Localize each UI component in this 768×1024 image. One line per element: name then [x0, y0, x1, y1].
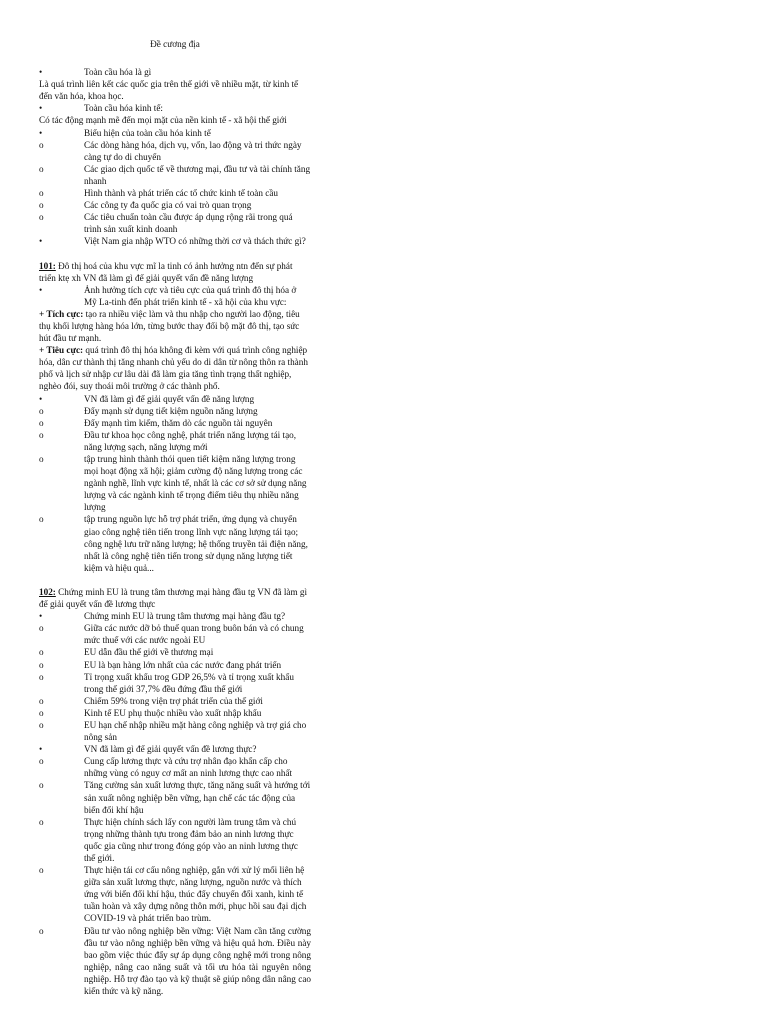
question-text: Chứng minh EU là trung tâm thương mại hàng đầu tg VN đã làm gì để giải quyết vấn đề lương thực	[39, 586, 308, 610]
bullet-icon: •	[39, 611, 43, 622]
paragraph: Là quá trình liên kết các quốc gia trên thế giới về nhiều mặt, từ kinh tế đến văn hóa, khoa học.	[39, 79, 299, 102]
intro-section	[39, 66, 311, 247]
bullet-icon: •	[39, 127, 43, 138]
item-text: Đẩy mạnh sử dụng tiết kiệm nguồn năng lượng	[84, 405, 258, 416]
item-text: Cung cấp lương thực và cứu trợ nhân đạo khẩn cấp cho những vùng có nguy cơ mất an ninh lương thực cao nhất	[84, 756, 293, 779]
item-text: VN đã làm gì để giải quyết vấn đề lương thực?	[84, 744, 257, 755]
item-text: Tỉ trọng xuất khẩu trog GDP 26,5% và tỉ trọng xuất khẩu trong thế giới 37,7% đều đứng đầu thế giới	[84, 671, 294, 694]
question-number: 101:	[39, 260, 56, 271]
sub-item	[39, 622, 311, 646]
sub-item	[39, 646, 311, 658]
item-text: Đẩy mạnh tìm kiếm, thăm dò các nguồn tài nguyên	[84, 417, 273, 428]
question-102-heading	[39, 586, 311, 610]
bullet-item	[39, 66, 311, 78]
sub-item	[39, 139, 311, 163]
sub-bullet-icon: o	[39, 816, 44, 827]
sub-bullet-icon: o	[39, 671, 44, 682]
sub-item	[39, 659, 311, 671]
sub-item	[39, 779, 311, 815]
item-text: Thực hiện tái cơ cấu nông nghiệp, gắn với xử lý mối liên hệ giữa sản xuất lương thực, năng lượng, nguồn nước và thích ứng với biến đổi khí hậu, thúc đẩy chuyển đổi xanh, kinh tế tuần hoàn và xây dựng nông thôn mới, phục hồi sau đại dịch COVID-19 và phát triển bao trùm.	[84, 865, 307, 924]
item-text: Chứng minh EU là trung tâm thương mại hàng đầu tg?	[84, 611, 286, 622]
sub-item	[39, 925, 311, 998]
item-text: EU là bạn hàng lớn nhất của các nước đang phát triển	[84, 659, 282, 670]
sub-bullet-icon: o	[39, 429, 44, 440]
bullet-icon: •	[39, 284, 43, 295]
sub-item	[39, 429, 311, 453]
sub-item	[39, 405, 311, 417]
sub-bullet-icon: o	[39, 139, 44, 150]
item-text: Các giao dịch quốc tế về thương mại, đầu tư và tài chính tăng nhanh	[84, 163, 311, 186]
paragraph-text: tạo ra nhiều việc làm và thu nhập cho người lao động, tiêu thụ khối lượng hàng hóa lớn, từng bước thay đổi bộ mặt đô thị, tạo sức hút đầu tư mạnh.	[39, 308, 300, 344]
bullet-item	[39, 284, 311, 308]
sub-item	[39, 707, 311, 719]
item-text: Thực hiện chính sách lấy con người làm trung tâm và chú trọng những thành tựu trong đảm bảo an ninh lương thực quốc gia cũng như trong đóng góp vào an ninh lương thực thế giới.	[84, 816, 298, 863]
sub-bullet-icon: o	[39, 212, 44, 223]
document-title: Đề cương địa	[150, 39, 200, 49]
paragraph-text: quá trình đô thị hóa không đi kèm với quá trình công nghiệp hóa, dân cư thành thị tăng nhanh chủ yếu do di dân từ nông thôn ra thành phố và lịch sử nhập cư lâu dài đã làm gia tăng tình trạng thất nghiệp, nghèo đói, suy thoái môi trường ở các thành phố.	[39, 345, 308, 392]
sub-bullet-icon: o	[39, 756, 44, 767]
sub-bullet-icon: o	[39, 719, 44, 730]
paragraph	[39, 344, 311, 392]
sub-bullet-icon: o	[39, 780, 44, 791]
sub-bullet-icon: o	[39, 865, 44, 876]
sub-bullet-icon: o	[39, 514, 44, 525]
document-page	[39, 38, 311, 997]
item-text: tập trung nguồn lực hỗ trợ phát triển, ứng dụng và chuyển giao công nghệ tiên tiến trong lĩnh vực năng lượng tái tạo; công nghệ lưu trữ năng lượng; hệ thống truyền tải điện năng, nhất là công nghệ tiên tiến trong sử dụng năng lượng tiết kiệm và hiệu quả...	[84, 514, 308, 573]
sub-bullet-icon: o	[39, 695, 44, 706]
bullet-item	[39, 102, 311, 114]
sub-item	[39, 864, 311, 924]
sub-bullet-icon: o	[39, 163, 44, 174]
item-text: Ảnh hưởng tích cực và tiêu cực của quá trình đô thị hóa ở Mỹ La-tinh đến phát triển kinh tế - xã hội của khu vực:	[84, 284, 297, 307]
bullet-icon: •	[39, 67, 43, 78]
sub-item	[39, 671, 311, 695]
bullet-icon: •	[39, 393, 43, 404]
sub-bullet-icon: o	[39, 417, 44, 428]
sub-item	[39, 417, 311, 429]
item-text: Việt Nam gia nhập WTO có những thời cơ và thách thức gì?	[84, 236, 306, 247]
item-text: EU hạn chế nhập nhiều mặt hàng công nghiệp và trợ giá cho nông sản	[84, 719, 307, 743]
item-text: Đầu tư khoa học công nghệ, phát triển năng lượng tái tạo, năng lượng sạch, năng lượng mới	[84, 429, 297, 452]
question-101-heading	[39, 260, 311, 284]
sub-item	[39, 199, 311, 211]
sub-item	[39, 187, 311, 199]
sub-bullet-icon: o	[39, 925, 44, 936]
bullet-item	[39, 393, 311, 405]
paragraph-lead: + Tiêu cực:	[39, 345, 84, 356]
sub-bullet-icon: o	[39, 623, 44, 634]
bullet-item	[39, 235, 311, 247]
sub-bullet-icon: o	[39, 405, 44, 416]
sub-item	[39, 695, 311, 707]
sub-bullet-icon: o	[39, 454, 44, 464]
question-number: 102:	[39, 586, 56, 597]
bullet-item	[39, 743, 311, 755]
item-text: VN đã làm gì để giải quyết vấn đề năng lượng	[84, 393, 255, 404]
question-text: Đô thị hoá của khu vực mĩ la tinh có ảnh hưởng ntn đến sự phát triển ktẹ xh VN đã làm gì để giải quyết vấn đề năng lượng	[39, 260, 293, 283]
item-text: Kinh tế EU phụ thuộc nhiều vào xuất nhập khẩu	[84, 707, 262, 718]
item-text: EU dẫn đầu thế giới về thương mại	[84, 647, 214, 658]
item-text: Chiếm 59% trong viện trợ phát triển của thế giới	[84, 695, 263, 706]
sub-item	[39, 163, 311, 187]
sub-item	[39, 719, 311, 743]
item-text: Đầu tư vào nông nghiệp bền vững: Việt Nam cần tăng cường đầu tư vào nông nghiệp bền vững và hiệu quả hơn. Điều này bao gồm việc thúc đẩy sự áp dụng công nghệ mới trong nông nghiệp, nâng cao năng suất và tối ưu hóa tài nguyên nông nghiệp. Hỗ trợ đào tạo và kỹ thuật sẽ giúp nông dân nâng cao kiến thức và kỹ năng.	[84, 925, 311, 997]
sub-bullet-icon: o	[39, 659, 44, 670]
item-text: tập trung hình thành thói quen tiết kiệm năng lượng trong mọi hoạt động xã hội; giảm cường độ năng lượng trong các ngành nghề, lĩnh vực kinh tế, nhất là các cơ sở sử dụng năng lượng và các ngành kinh tế trọng điểm tiêu thụ nhiều năng lượng	[84, 454, 307, 513]
bullet-icon: •	[39, 103, 43, 114]
sub-item	[39, 453, 311, 513]
item-text: Giữa các nước dỡ bỏ thuế quan trong buôn bán và có chung mức thuế với các nước ngoài EU	[84, 623, 304, 646]
bullet-item	[39, 610, 311, 622]
sub-bullet-icon: o	[39, 200, 44, 211]
bullet-icon: •	[39, 744, 43, 755]
item-text: Biểu hiện của toàn cầu hóa kinh tế	[84, 127, 211, 138]
item-text: Toàn cầu hóa là gì	[84, 67, 152, 78]
bullet-icon: •	[39, 236, 43, 247]
item-text: Các dòng hàng hóa, dịch vụ, vốn, lao động và tri thức ngày càng tự do di chuyển	[84, 139, 302, 162]
sub-item	[39, 211, 311, 235]
sub-item	[39, 755, 311, 779]
paragraph	[39, 308, 311, 344]
item-text: Toàn cầu hóa kinh tế:	[84, 103, 163, 114]
question-101-section	[39, 260, 311, 574]
sub-item	[39, 816, 311, 864]
paragraph: Có tác động mạnh mẽ đến mọi mặt của nền kinh tế - xã hội thế giới	[39, 115, 287, 126]
item-text: Các tiêu chuẩn toàn cầu được áp dụng rộng rãi trong quá trình sản xuất kinh doanh	[84, 212, 293, 235]
paragraph-lead: + Tích cực:	[39, 308, 84, 319]
item-text: Hình thành và phát triển các tổ chức kinh tế toàn cầu	[84, 188, 279, 199]
bullet-item	[39, 127, 311, 139]
sub-bullet-icon: o	[39, 707, 44, 718]
sub-bullet-icon: o	[39, 188, 44, 199]
item-text: Các công ty đa quốc gia có vai trò quan trọng	[84, 200, 252, 211]
sub-bullet-icon: o	[39, 647, 44, 658]
item-text: Tăng cường sản xuất lương thực, tăng năng suất và hướng tới sản xuất nông nghiệp bền vững, hạn chế các tác động của biến đổi khí hậu	[84, 780, 311, 815]
sub-item	[39, 513, 311, 573]
question-102-section	[39, 586, 311, 997]
